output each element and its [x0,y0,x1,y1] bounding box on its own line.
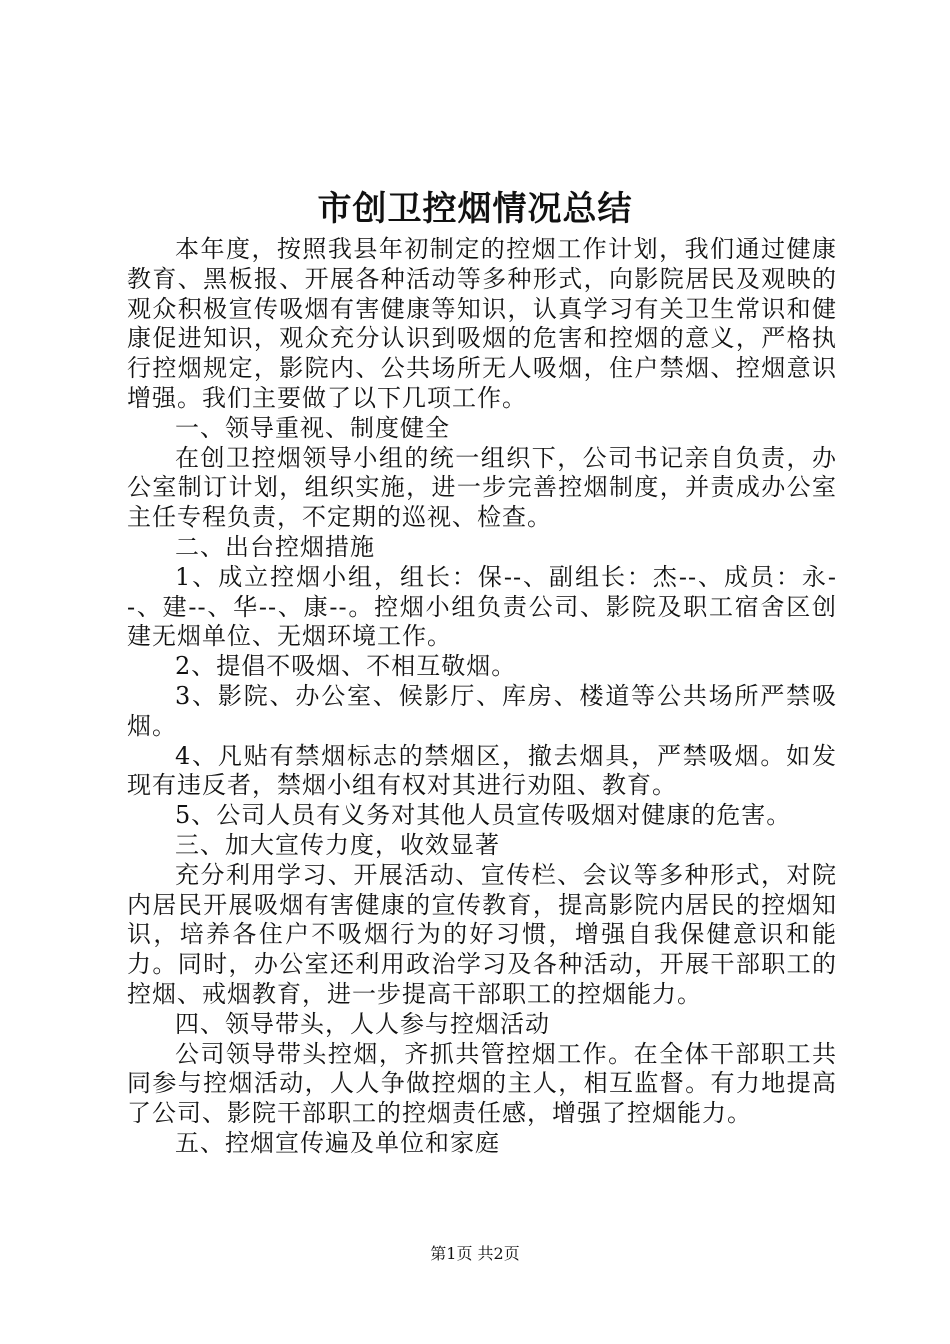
section-1-paragraph: 在创卫控烟领导小组的统一组织下，公司书记亲自负责，办公室制订计划，组织实施，进一步完善控烟制度，并责成办公室主任专程负责，不定期的巡视、检查。 [127,443,837,532]
section-4-paragraph: 公司领导带头控烟，齐抓共管控烟工作。在全体干部职工共同参与控烟活动，人人争做控烟的主人，相互监督。有力地提高了公司、影院干部职工的控烟责任感，增强了控烟能力。 [127,1039,837,1128]
measure-item-4: 4、凡贴有禁烟标志的禁烟区，撤去烟具，严禁吸烟。如发现有违反者，禁烟小组有权对其进行劝阻、教育。 [127,741,837,800]
page-number-footer: 第1页 共2页 [430,1244,520,1263]
section-heading-3: 三、加大宣传力度，收效显著 [175,830,500,859]
section-heading-2: 二、出台控烟措施 [175,532,375,561]
section-heading-1: 一、领导重视、制度健全 [175,413,450,442]
measure-item-5: 5、公司人员有义务对其他人员宣传吸烟对健康的危害。 [175,801,792,830]
measure-item-1: 1、成立控烟小组，组长：保--、副组长：杰--、成员：永--、建--、华--、康--。控烟小组负责公司、影院及职工宿舍区创建无烟单位、无烟环境工作。 [127,562,837,651]
intro-paragraph: 本年度，按照我县年初制定的控烟工作计划，我们通过健康教育、黑板报、开展各种活动等多种形式，向影院居民及观映的观众积极宣传吸烟有害健康等知识，认真学习有关卫生常识和健康促进知识，观众充分认识到吸烟的危害和控烟的意义，严格执行控烟规定，影院内、公共场所无人吸烟，住户禁烟、控烟意识增强。我们主要做了以下几项工作。 [127,235,837,412]
section-heading-5: 五、控烟宣传遍及单位和家庭 [175,1128,500,1157]
document-title: 市创卫控烟情况总结 [317,189,633,229]
section-heading-4: 四、领导带头，人人参与控烟活动 [175,1009,550,1038]
document-body [127,235,837,1159]
measure-item-3: 3、影院、办公室、候影厅、库房、楼道等公共场所严禁吸烟。 [127,681,837,740]
section-3-paragraph: 充分利用学习、开展活动、宣传栏、会议等多种形式，对院内居民开展吸烟有害健康的宣传教育，提高影院内居民的控烟知识，培养各住户不吸烟行为的好习惯，增强自我保健意识和能力。同时，办公室还利用政治学习及各种活动，开展干部职工的控烟、戒烟教育，进一步提高干部职工的控烟能力。 [127,860,837,1008]
measure-item-2: 2、提倡不吸烟、不相互敬烟。 [175,652,517,681]
